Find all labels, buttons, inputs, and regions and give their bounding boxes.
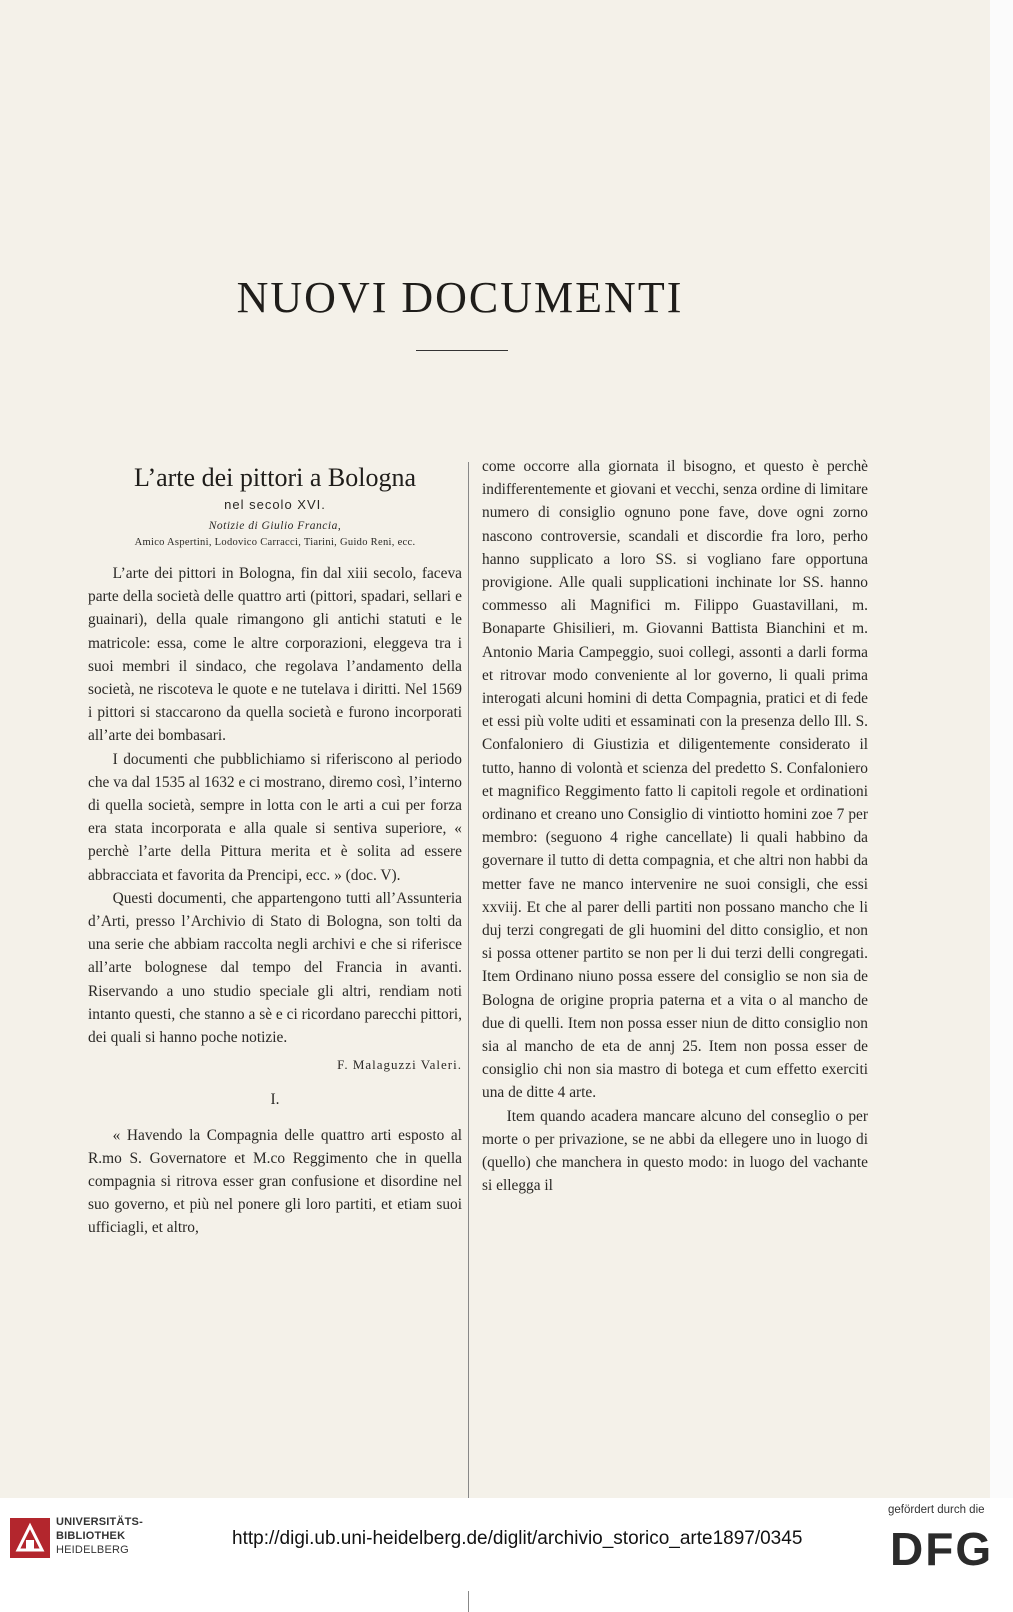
library-line-3: HEIDELBERG [56, 1544, 129, 1556]
main-title: NUOVI DOCUMENTI [236, 273, 684, 322]
paragraph: come occorre alla giornata il bisogno, et questo è perchè indifferentemente et giovani et vecchi, senza ordine di limitare numero di consiglio ognuno pone fave, dove ogni zorno nascono controversie, scandali et discordie fra loro, perho hanno supplicato a loro SS. si vogliano fare opportuna provigione. Alle quali supplicationi inchinate lor SS. hanno commesso ali Magnifici m. Filippo Guastavillani, m. Bonaparte Ghisilieri, m. Giovanni Battista Bianchini et m. Antonio Maria Campeggio, suoi collegi, assonti a darli forma et ritrovar modo conveniente al lor governo, li quali prima interogati alcuni homini di detta Compagnia, pratici et di fede et essi più volte uditi et essaminati con la presenza dello Ill. S. Confaloniero di Giustizia et diligentemente considerato il tutto, hanno di volontà et scienza del predetto S. Confaloniero et magnifico Reggimento fatto li capitoli regole et ordinationi ordinano et creano uno Consiglio di vintiotto homini zoe 7 per membro: (seguono 4 righe cancellate) li quali habbino da governare il tutto di detta compagnia, et che altri non habbi da metter fave ne manco intervenire ne suoi consigli, che essi xxviij. Et che al parer delli partiti non possano mancho che li duj terzi congregati de gli huomini del ditto consiglio, et non si possa ottener partito se non per li dui terzi delli congregati. Item Ordinano niuno possa essere del consiglio se non sia de Bologna de origine propria paterna et a vita o al mancho de due di quelli. Item non possa esser niun de ditto consiglio non sia al mancho de eta de annj 25. Item non possa esser de consiglio chi non sia mastro di botega et cum effetto exerciti una de ditte 4 arte. [482, 458, 868, 1102]
permalink-url[interactable]: http://digi.ub.uni-heidelberg.de/diglit/archivio_storico_arte1897/0345 [232, 1528, 803, 1549]
column-separator [468, 462, 469, 1612]
paragraph: L’arte dei pittori in Bologna, fin dal xiii secolo, faceva parte della società delle quattro arti (pittori, spadari, sellari e guainari), della quale rimangono gli antichi statuti e le matricole: essa, come le altre corporazioni, eleggeva tra i suoi membri il sindaco, che regolava l’andamento della società, ne riscoteva le quote e ne tutelava i diritti. Nel 1569 i pittori si staccarono da quella società e furono incorporati all’arte dei bombasari. [88, 565, 462, 745]
dfg-logo: DFG [890, 1523, 994, 1575]
right-column [482, 455, 868, 1198]
university-library-logo-icon [8, 1516, 52, 1560]
paragraph: I documenti che pubblichiamo si riferiscono al periodo che va dal 1535 al 1632 e ci mostrano, diremo così, l’interno di quella società, sempre in lotta con le arti a cui per forza era stata incorporata e alla quale si sentiva superiore, « perchè l’arte della Pittura merita et è solita ad essere abbracciata et favorita da Prencipi, ecc. » (doc. V). [88, 750, 462, 884]
paragraph: « Havendo la Compagnia delle quattro arti esposto al R.mo S. Governatore et M.co Reggimento che in quella compagnia si ritrova esser gran confusione et disordine nel suo governo, et più nel ponere gli loro partiti, et etiam suoi ufficiagli, et altro, [88, 1126, 462, 1237]
library-name [56, 1515, 143, 1557]
author-signature: F. Malaguzzi Valeri. [337, 1057, 462, 1073]
library-line-2: BIBLIOTHEK [56, 1530, 126, 1542]
funding-note: gefördert durch die [888, 1504, 985, 1516]
section-number: I. [270, 1091, 280, 1109]
left-column [88, 462, 462, 1240]
paragraph: Item quando acadera mancare alcuno del conseglio o per morte o per privazione, se ne abbi da ellegere uno in luogo di (quello) che manchera in questo modo: in luogo del vachante si ellegga il [482, 1107, 868, 1195]
paragraph: Questi documenti, che appartengono tutti all’Assunteria d’Arti, presso l’Archivio di Stato di Bologna, son tolti da una serie che abbiam raccolta negli archivi e che si riferisce all’arte bolognese dal tempo del Francia in avanti. Riservando a uno studio speciale gli altri, rendiam noti intanto questi, che stanno a sè e ci ricordano parecchi pittori, dei quali si hanno poche notizie. [88, 889, 462, 1047]
article-notizie: Notizie di Giulio Francia, [208, 520, 342, 532]
article-subtitle: nel secolo XVI. [224, 497, 326, 512]
footer-bar [0, 1498, 1013, 1591]
page-edge [990, 0, 1013, 1498]
title-rule [416, 350, 508, 351]
library-line-1: UNIVERSITÄTS- [56, 1516, 143, 1528]
article-names: Amico Aspertini, Lodovico Carracci, Tiarini, Guido Reni, ecc. [134, 537, 416, 548]
article-title: L’arte dei pittori a Bologna [133, 463, 417, 492]
